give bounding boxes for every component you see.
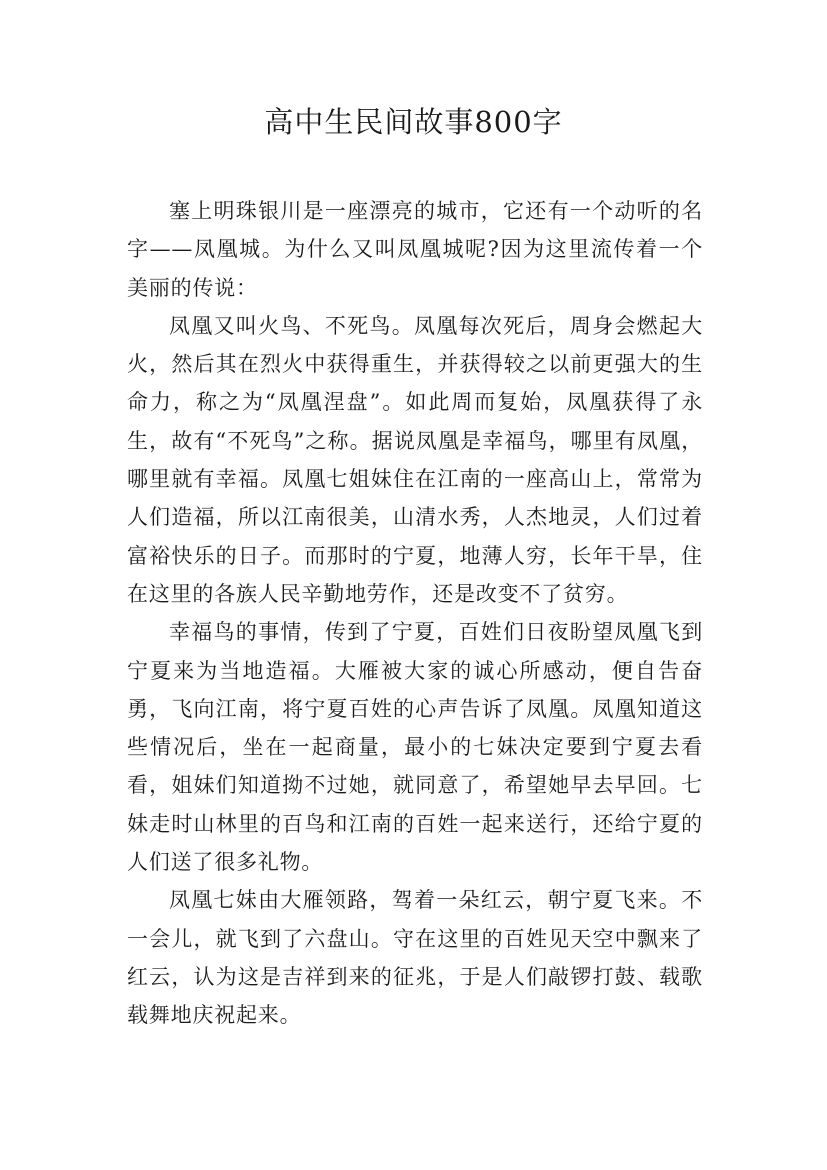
document-body (127, 192, 703, 1035)
paragraph-1: 塞上明珠银川是一座漂亮的城市，它还有一个动听的名字——凤凰城。为什么又叫凤凰城呢?因为这里流传着一个美丽的传说： (127, 199, 703, 300)
paragraph-2: 凤凰又叫火鸟、不死鸟。凤凰每次死后，周身会燃起大火，然后其在烈火中获得重生，并获得较之以前更强大的生命力，称之为“凤凰涅盘”。如此周而复始，凤凰获得了永生，故有“不死鸟”之称。据说凤凰是幸福鸟，哪里有凤凰，哪里就有幸福。凤凰七姐妹住在江南的一座高山上，常常为人们造福，所以江南很美，山清水秀，人杰地灵，人们过着富裕快乐的日子。而那时的宁夏，地薄人穷，长年干旱，住在这里的各族人民辛勤地劳作，还是改变不了贫穷。 (127, 313, 703, 606)
paragraph-3: 幸福鸟的事情，传到了宁夏，百姓们日夜盼望凤凰飞到宁夏来为当地造福。大雁被大家的诚心所感动，便自告奋勇，飞向江南，将宁夏百姓的心声告诉了凤凰。凤凰知道这些情况后，坐在一起商量，最小的七妹决定要到宁夏去看看，姐妹们知道拗不过她，就同意了，希望她早去早回。七妹走时山林里的百鸟和江南的百姓一起来送行，还给宁夏的人们送了很多礼物。 (127, 620, 703, 875)
document-title: 高中生民间故事800字 (264, 105, 563, 139)
paragraph-4: 凤凰七妹由大雁领路，驾着一朵红云，朝宁夏飞来。不一会儿，就飞到了六盘山。守在这里的百姓见天空中飘来了红云，认为这是吉祥到来的征兆，于是人们敲锣打鼓、载歌载舞地庆祝起来。 (127, 888, 703, 1028)
